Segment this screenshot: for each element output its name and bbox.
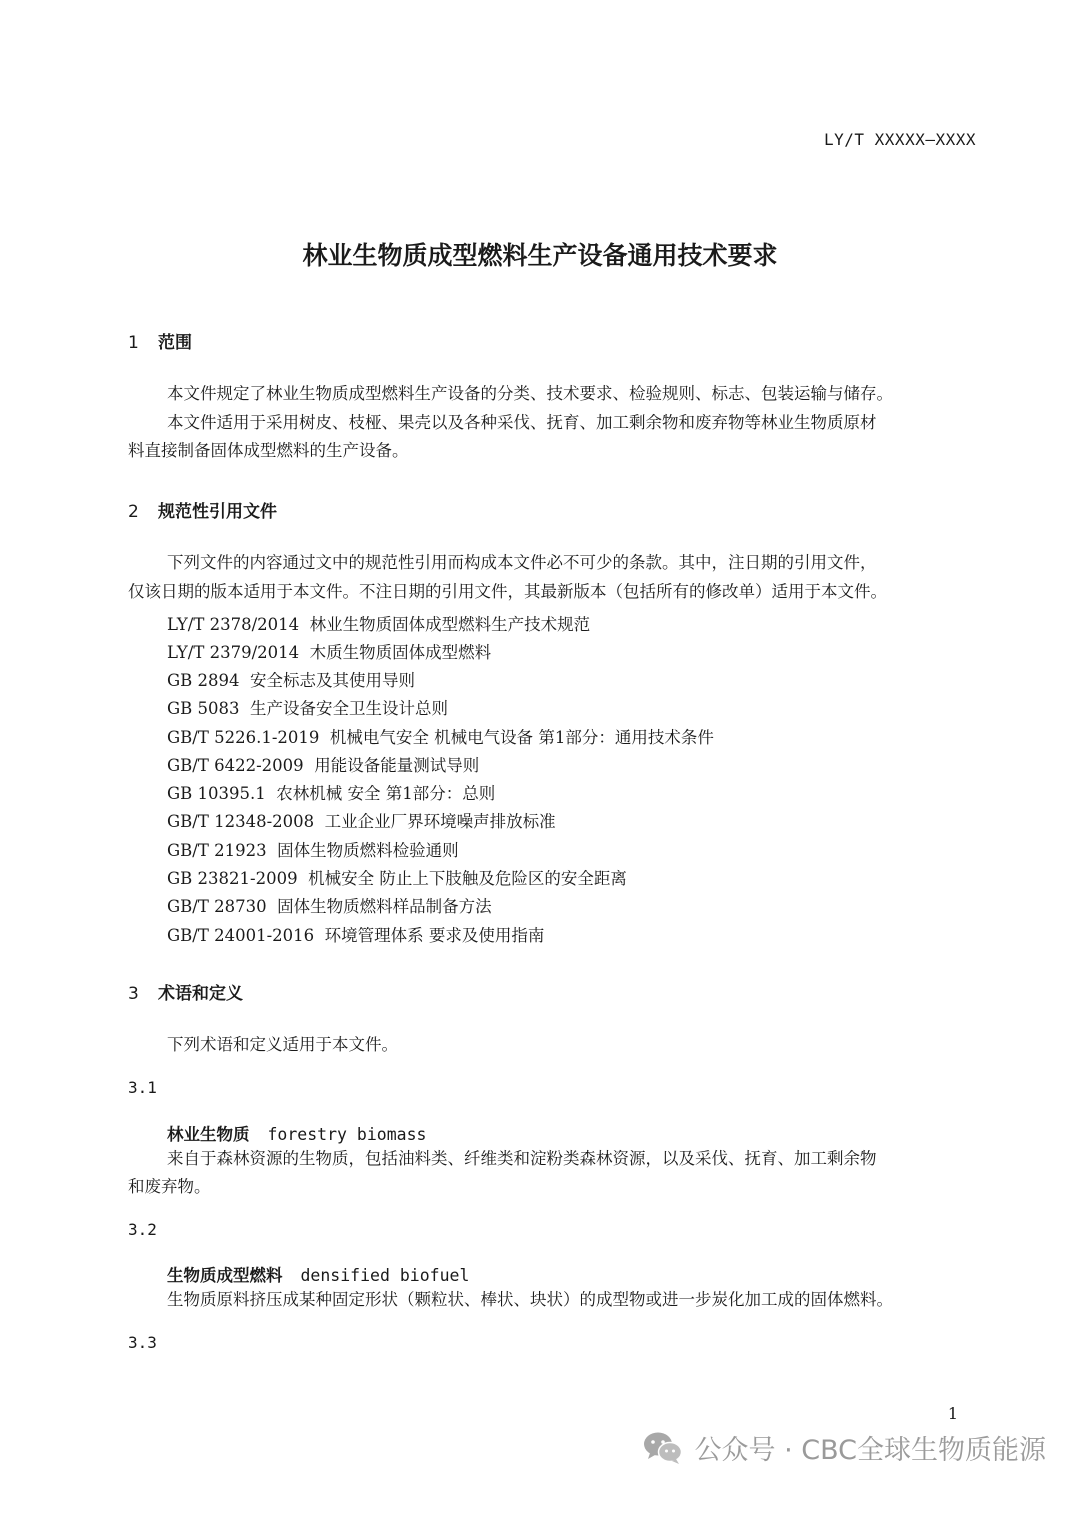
clause-number: 3.2	[128, 1220, 157, 1239]
section-number: 3	[128, 984, 139, 1004]
reference-name: 固体生物质燃料样品制备方法	[277, 897, 492, 916]
section-number: 1	[128, 333, 139, 353]
reference-item	[167, 724, 714, 748]
document-title: 林业生物质成型燃料生产设备通用技术要求	[302, 241, 778, 270]
reference-name: 固体生物质燃料检验通则	[277, 841, 459, 860]
reference-item	[167, 893, 492, 917]
reference-code: GB/T 6422-2009	[167, 756, 304, 775]
reference-code: LY/T 2379/2014	[167, 643, 300, 662]
reference-name: 用能设备能量测试导则	[314, 756, 480, 775]
paragraph: 下列文件的内容通过文中的规范性引用而构成本文件必不可少的条款。其中，注日期的引用文件，	[167, 553, 877, 572]
term-en: forestry biomass	[267, 1125, 427, 1144]
reference-name: 生产设备安全卫生设计总则	[250, 699, 449, 718]
document-code: LY/T XXXXX—XXXX	[824, 130, 976, 149]
reference-item	[167, 922, 544, 946]
reference-name: 环境管理体系 要求及使用指南	[324, 926, 545, 945]
reference-code: LY/T 2378/2014	[167, 615, 300, 634]
reference-code: GB/T 28730	[167, 897, 267, 916]
reference-item	[167, 780, 495, 804]
term-zh: 林业生物质	[167, 1125, 250, 1144]
paragraph: 本文件规定了林业生物质成型燃料生产设备的分类、技术要求、检验规则、标志、包装运输与储存。	[167, 384, 893, 403]
term-entry	[167, 1121, 426, 1145]
reference-name: 安全标志及其使用导则	[250, 671, 416, 690]
reference-name: 机械安全 防止上下肢触及危险区的安全距离	[308, 869, 627, 888]
reference-name: 农林机械 安全 第1部分：总则	[276, 784, 496, 803]
reference-code: GB/T 5226.1-2019	[167, 728, 320, 747]
section-heading-scope	[128, 328, 192, 353]
section-title: 范围	[158, 333, 192, 353]
term-entry	[167, 1262, 469, 1286]
reference-code: GB 2894	[167, 671, 240, 690]
reference-item	[167, 639, 491, 663]
reference-item	[167, 837, 459, 861]
paragraph: 本文件适用于采用树皮、枝桠、果壳以及各种采伐、抚育、加工剩余物和废弃物等林业生物质原材	[167, 413, 877, 432]
paragraph-continuation: 料直接制备固体成型燃料的生产设备。	[128, 441, 409, 460]
reference-item	[167, 808, 556, 832]
reference-code: GB/T 24001-2016	[167, 926, 315, 945]
reference-item	[167, 695, 448, 719]
term-definition: 来自于森林资源的生物质，包括油料类、纤维类和淀粉类森林资源，以及采伐、抚育、加工剩余物	[167, 1149, 877, 1168]
clause-number: 3.1	[128, 1078, 157, 1097]
reference-item	[167, 865, 627, 889]
reference-name: 工业企业厂界环境噪声排放标准	[324, 812, 556, 831]
reference-code: GB 5083	[167, 699, 240, 718]
term-zh: 生物质成型燃料	[167, 1266, 283, 1285]
section-title: 术语和定义	[158, 984, 243, 1004]
reference-code: GB 23821-2009	[167, 869, 298, 888]
term-definition: 生物质原料挤压成某种固定形状（颗粒状、棒状、块状）的成型物或进一步炭化加工成的固体燃料。	[167, 1290, 893, 1309]
term-en: densified biofuel	[300, 1266, 470, 1285]
reference-code: GB/T 12348-2008	[167, 812, 315, 831]
section-heading-terms-and-definitions	[128, 979, 243, 1004]
watermark	[642, 1428, 1046, 1467]
page-number: 1	[947, 1404, 958, 1423]
reference-item	[167, 667, 415, 691]
paragraph-continuation: 仅该日期的版本适用于本文件。不注日期的引用文件，其最新版本（包括所有的修改单）适用于本文件。	[128, 582, 887, 601]
reference-code: GB 10395.1	[167, 784, 266, 803]
reference-name: 木质生物质固体成型燃料	[309, 643, 492, 662]
watermark-text: 公众号 · CBC全球生物质能源	[694, 1435, 1046, 1466]
section-number: 2	[128, 502, 139, 522]
paragraph: 下列术语和定义适用于本文件。	[167, 1035, 398, 1054]
reference-name: 林业生物质固体成型燃料生产技术规范	[309, 615, 591, 634]
reference-item	[167, 611, 590, 635]
reference-name: 机械电气安全 机械电气设备 第1部分：通用技术条件	[329, 728, 714, 747]
wechat-icon	[642, 1430, 684, 1466]
section-heading-normative-references	[128, 497, 277, 522]
reference-code: GB/T 21923	[167, 841, 267, 860]
section-title: 规范性引用文件	[158, 502, 277, 522]
clause-number: 3.3	[128, 1333, 157, 1352]
term-definition-continuation: 和废弃物。	[128, 1177, 211, 1196]
reference-item	[167, 752, 479, 776]
